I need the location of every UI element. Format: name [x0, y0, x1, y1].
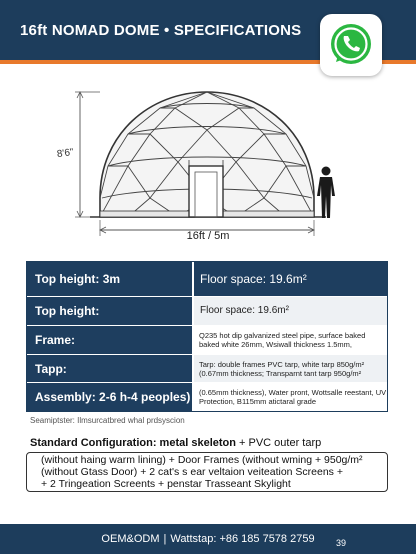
door-frame	[189, 166, 223, 217]
standard-config-title-bold: Standard Configuration: metal skeleton	[30, 437, 236, 449]
spec-row-height	[27, 262, 387, 296]
page-number: 39	[335, 538, 346, 548]
spec-value: Floor space: 19.6m²	[194, 262, 387, 296]
page-title: 16ft NOMAD DOME • SPECIFICATIONS	[20, 22, 302, 39]
standard-config-box	[26, 452, 388, 492]
person-silhouette	[317, 167, 335, 219]
dome-height-label: 8'6"	[56, 146, 75, 161]
standard-config-line: (without haing warm lining) + Door Frames (without wming + 950g/m²	[41, 454, 363, 466]
standard-config-title	[30, 437, 321, 449]
whatsapp-logo-graphic	[320, 14, 382, 76]
standard-config-title-rest: + PVC outer tarp	[235, 437, 322, 449]
spec-row-tarp	[27, 355, 387, 382]
spec-footnote: Seamiptster: Ilmsurcatbred whal prdsyscion	[30, 416, 185, 425]
dome-width-label: 16ft / 5m	[186, 230, 230, 242]
spec-label: Tapp:	[27, 355, 192, 382]
standard-config-line: + 2 Tringeation Screents + penstar Trasseant Skylight	[41, 478, 291, 490]
spec-label: Assembly: 2-6 h-4 peoples)	[27, 383, 192, 411]
spec-label: Top height: 3m	[27, 262, 192, 296]
spec-row-frame	[27, 326, 387, 354]
spec-row-height-2	[27, 297, 387, 325]
dome-elevation-diagram	[0, 70, 416, 252]
spec-label: Top height:	[27, 297, 192, 325]
footer-oem: OEM&ODM	[101, 533, 160, 545]
standard-config-line: (without Gtass Door) + 2 cat's s ear veltaion veiteation Screens +	[41, 466, 343, 478]
spec-value: Floor space: 19.6m²	[194, 297, 387, 325]
footer-contact	[0, 533, 416, 545]
footer-phone[interactable]: Wattstap: +86 185 7578 2759	[170, 533, 315, 545]
spec-value: (0.65mm thickness), Water pront, Wottsalle reestant, UV Protection, B115mm atictaral grade	[194, 383, 387, 411]
spec-table	[26, 261, 388, 412]
dome-drawing	[0, 70, 416, 252]
spec-value: Tarp: double frames PVC tarp, white tarp 850g/m² (0.67mm thickness; Transparnt tant tarp 950g/m²	[194, 355, 387, 382]
spec-label: Frame:	[27, 326, 192, 354]
whatsapp-icon[interactable]	[320, 14, 382, 76]
footer-bar	[0, 524, 416, 554]
footer-separator: |	[163, 533, 167, 545]
spec-value: Q235 hot dip galvanized steel pipe, surface baked baked white 26mm, Wsiwall thickness 1.5mm,	[194, 326, 387, 354]
spec-row-assembly	[27, 383, 387, 411]
